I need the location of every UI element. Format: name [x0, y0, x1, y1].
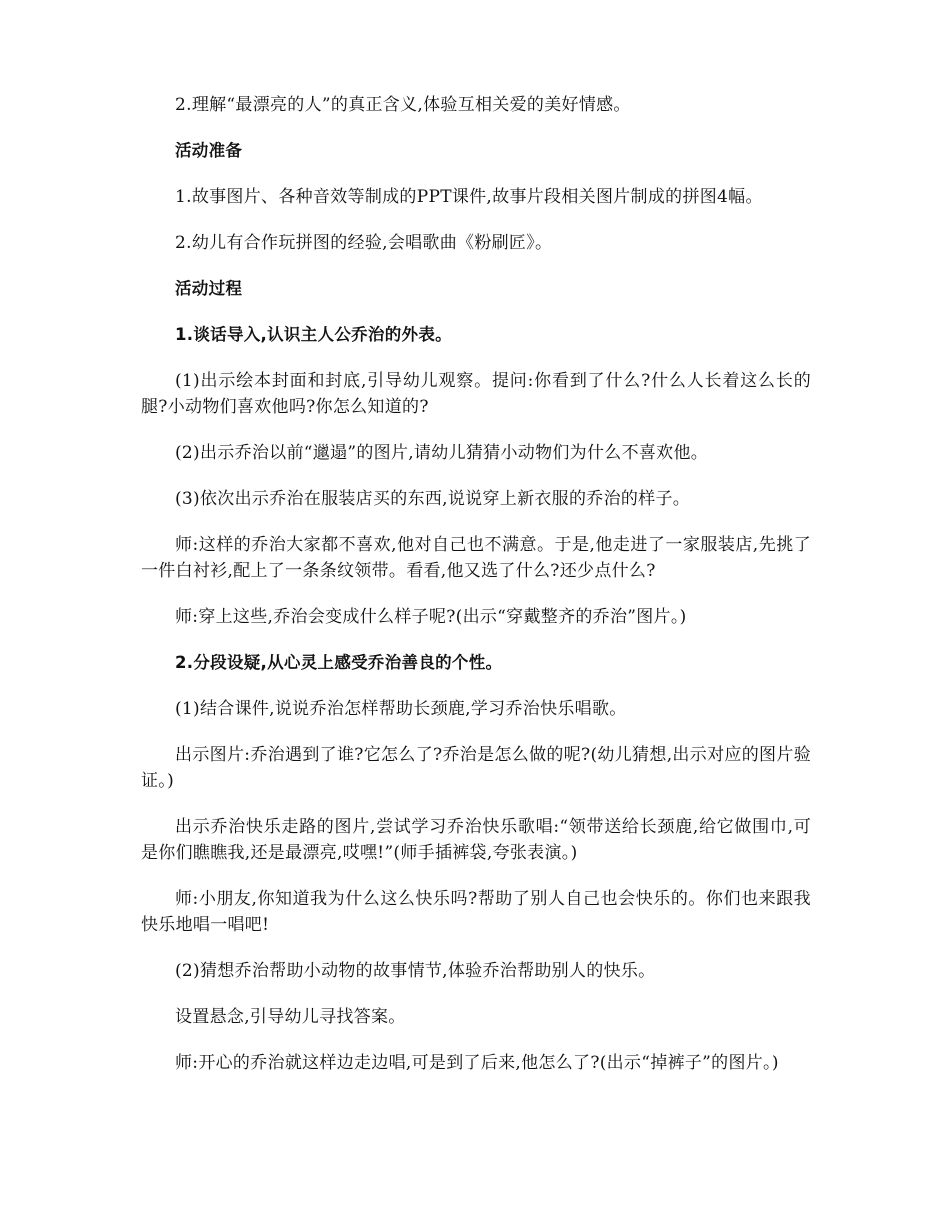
teacher-dialogue: 师:小朋友,你知道我为什么这么快乐吗?帮助了别人自己也会快乐的。你们也来跟我快乐地唱一唱吧! [141, 889, 811, 935]
teacher-dialogue: 师:这样的乔治大家都不喜欢,他对自己也不满意。于是,他走进了一家服装店,先挑了一件白衬衫,配上了一条条纹领带。看看,他又选了什么?还少点什么? [141, 535, 811, 581]
step-paragraph: (1)出示绘本封面和封底,引导幼儿观察。提问:你看到了什么?什么人长着这么长的腿?小动物们喜欢他吗?你怎么知道的? [141, 371, 811, 417]
teacher-dialogue: 师:开心的乔治就这样边走边唱,可是到了后来,他怎么了?(出示“掉裤子”的图片。) [175, 1053, 779, 1073]
preparation-item: 2.幼儿有合作玩拼图的经验,会唱歌曲《粉刷匠》。 [175, 233, 553, 253]
teacher-dialogue: 师:穿上这些,乔治会变成什么样子呢?(出示“穿戴整齐的乔治”图片。) [175, 607, 687, 627]
section-heading-preparation: 活动准备 [175, 141, 243, 160]
step-paragraph: (2)出示乔治以前“邋遢”的图片,请幼儿猜猜小动物们为什么不喜欢他。 [175, 443, 709, 463]
step-heading-1: 1.谈话导入,认识主人公乔治的外表。 [175, 325, 452, 344]
step-paragraph: (1)结合课件,说说乔治怎样帮助长颈鹿,学习乔治快乐唱歌。 [175, 699, 627, 719]
step-paragraph: 设置悬念,引导幼儿寻找答案。 [175, 1007, 406, 1027]
objective-paragraph: 2.理解“最漂亮的人”的真正含义,体验互相关爱的美好情感。 [175, 95, 631, 115]
section-heading-process: 活动过程 [175, 279, 243, 298]
step-paragraph: 出示图片:乔治遇到了谁?它怎么了?乔治是怎么做的呢?(幼儿猜想,出示对应的图片验证。) [141, 745, 811, 791]
step-paragraph: 出示乔治快乐走路的图片,尝试学习乔治快乐歌唱:“领带送给长颈鹿,给它做围巾,可是你们瞧瞧我,还是最漂亮,哎嘿!”(师手插裤袋,夸张表演。) [141, 817, 811, 863]
step-heading-2: 2.分段设疑,从心灵上感受乔治善良的个性。 [175, 653, 503, 672]
step-paragraph: (3)依次出示乔治在服装店买的东西,说说穿上新衣服的乔治的样子。 [175, 489, 691, 509]
document-body [141, 92, 811, 1096]
step-paragraph: (2)猜想乔治帮助小动物的故事情节,体验乔治帮助别人的快乐。 [175, 961, 656, 981]
preparation-item: 1.故事图片、各种音效等制成的PPT课件,故事片段相关图片制成的拼图4幅。 [175, 187, 763, 207]
